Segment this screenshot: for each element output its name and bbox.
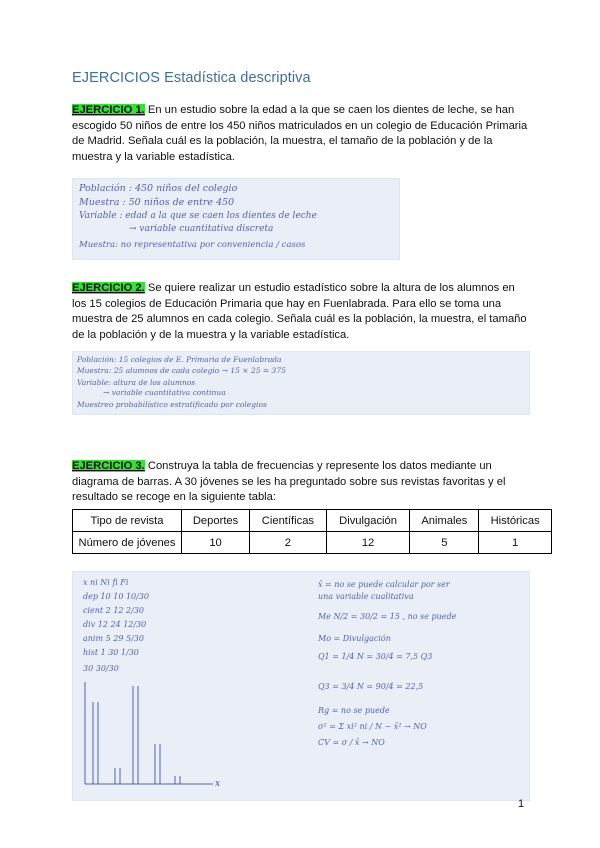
exercise-3-text: Construya la tabla de frecuencias y represente los datos mediante un diagrama de barras. A 30 jóvenes se les ha preguntado sobre sus revistas favoritas y el resultado se recoge en la siguiente tabla: [72,460,506,504]
handwriting-line: x̄ = no se puede calcular por ser [318,580,450,589]
table-header-cell: Animales [410,510,479,532]
exercise-2-text: Se quiere realizar un estudio estadístico sobre la altura de los alumnos en los 15 colegios de Educación Primaria que hay en Fuenlabrada. Para ello se toma una muestra de 25 alumnos en cada colegio. Señala cuál es la población, la muestra, el tamaño de la población y de la muestra y la variable estadística. [72,282,527,341]
handwriting-line: 30 30/30 [83,664,119,673]
exercise-3-paragraph [72,459,528,506]
handwriting-line: Mo = Divulgación [318,634,391,643]
handwriting-line: Muestra : 50 niños de entre 450 [79,197,235,208]
exercise-1-label: EJERCICIO 1. [72,104,145,116]
handwriting-line: Q1 = 1/4 N = 30/4 = 7,5 Q3 [318,652,433,661]
handwriting-line: div 12 24 12/30 [83,620,147,629]
handwriting-line: Q3 = 3/4 N = 90/4 = 22,5 [318,682,424,691]
handwriting-line: una variable cualitativa [318,592,414,601]
handwritten-answer-2-image [72,351,530,415]
handwriting-line: → variable cuantitativa discreta [129,224,274,234]
table-cell: 1 [479,532,552,554]
handwriting-line: anim 5 29 5/30 [83,634,144,643]
table-cell: 12 [326,532,410,554]
handwritten-answer-3-image [72,571,530,801]
magazine-frequency-table [72,509,552,554]
handwriting-line: Población : 450 niños del colegio [79,183,238,194]
table-cell: 10 [182,532,250,554]
handwriting-line: Variable : edad a la que se caen los dientes de leche [79,211,317,221]
table-header-row [73,510,552,532]
table-header-cell: Tipo de revista [73,510,182,532]
exercise-3-label: EJERCICIO 3. [72,460,145,472]
table-header-cell: Deportes [182,510,250,532]
exercise-1-text: En un estudio sobre la edad a la que se caen los dientes de leche, se han escogido 50 niños de entre los 450 niños matriculados en un colegio de Educación Primaria de Madrid. Señala cuál es la población, la muestra, el tamaño de la población y de la muestra y la variable estadística. [72,104,528,163]
handwriting-line: Me N/2 = 30/2 = 15 , no se puede [318,612,457,621]
table-header-cell: Divulgación [326,510,410,532]
table-row [73,532,552,554]
exercise-1-paragraph [72,103,528,165]
handwriting-line: Muestra: no representativa por conveniencia / casos [79,240,306,250]
handwriting-line: σ² = Σ xi² ni / N − x̄² → NO [318,722,427,731]
handwriting-line: Muestra: 25 alumnos de cada colegio → 15 × 25 = 375 [77,366,286,375]
handwriting-line: cient 2 12 2/30 [83,606,145,615]
handwriting-line: x ni Ni fi Fi [83,578,129,587]
handwriting-line: hist 1 30 1/30 [83,648,139,657]
handwriting-line: Rg = no se puede [318,706,390,715]
page-number: 1 [518,798,525,810]
handwriting-line: Población: 15 colegios de E. Primaria de Fuenlabrada [77,355,282,364]
handwriting-line: dep 10 10 10/30 [83,592,150,601]
exercise-2-paragraph [72,281,528,343]
handwritten-answer-1-image [72,178,400,260]
table-header-cell: Históricas [479,510,552,532]
table-header-cell: Científicas [250,510,327,532]
table-cell: 2 [250,532,327,554]
chart-axis-label: x [215,779,221,789]
table-cell: Número de jóvenes [73,532,182,554]
exercise-2-label: EJERCICIO 2. [72,282,145,294]
handwriting-line: CV = σ / x̄ → NO [318,738,385,747]
handwriting-line: Variable: altura de los alumnos [77,378,196,387]
document-title: EJERCICIOS Estadística descriptiva [72,70,311,86]
handwritten-bar-chart [73,672,243,797]
handwriting-line: → variable cuantitativa continua [103,388,226,397]
table-cell: 5 [410,532,479,554]
handwriting-line: Muestreo probabilístico estratificado por colegios [77,400,267,409]
